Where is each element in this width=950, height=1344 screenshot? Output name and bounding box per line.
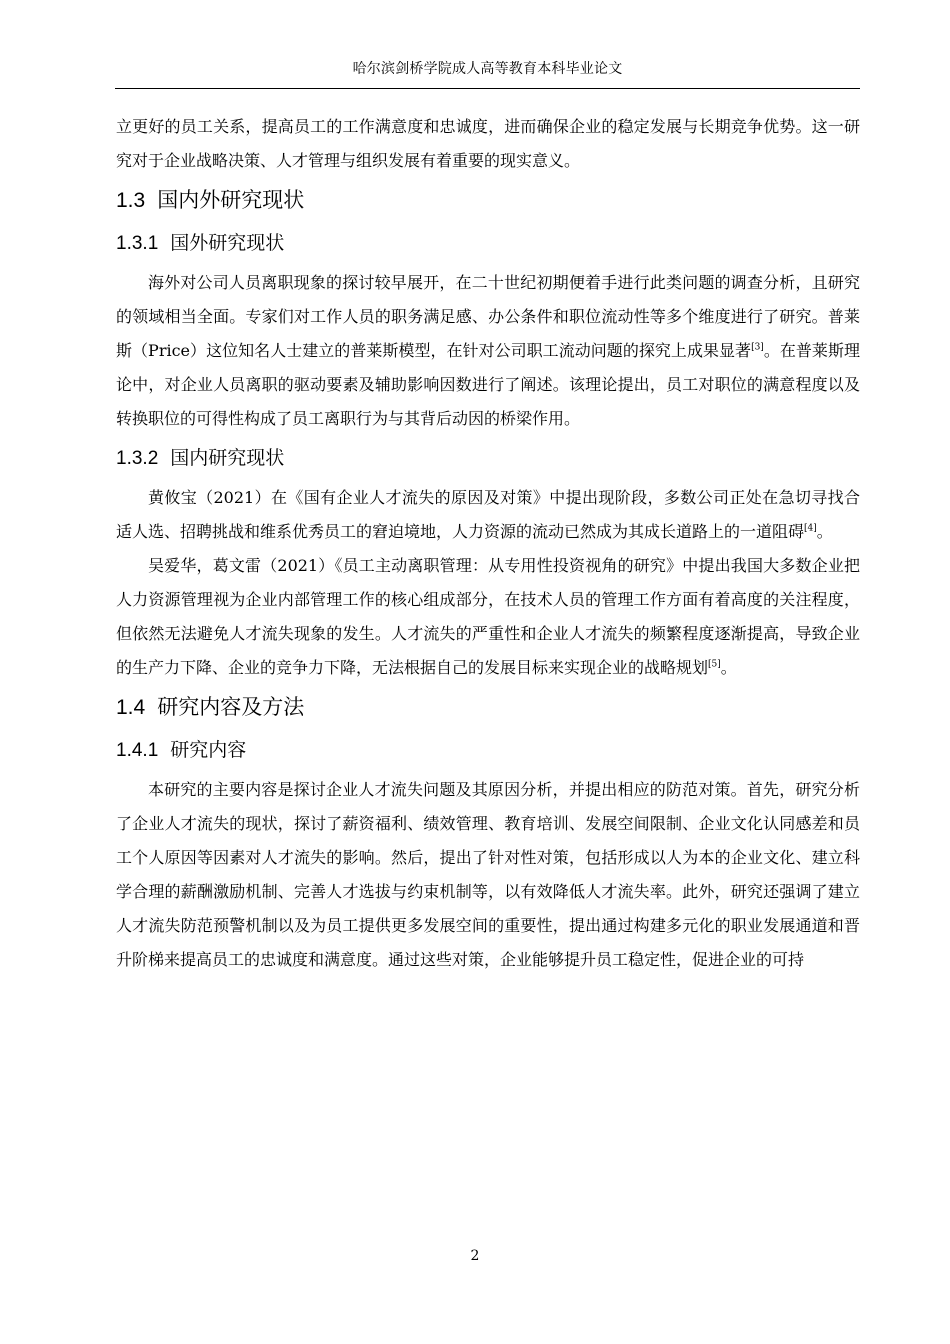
section-number: 1.4.1	[116, 740, 159, 761]
page-number: 2	[470, 1248, 480, 1264]
paragraph-text-tail: 。	[720, 658, 737, 677]
section-number: 1.4	[116, 696, 146, 719]
paragraph-domestic-research-1	[116, 481, 860, 549]
paragraph-text: 黄攸宝（2021）在《国有企业人才流失的原因及对策》中提出现阶段，多数公司正处在急切寻找合适人选、招聘挑战和维系优秀员工的窘迫境地，人力资源的流动已然成为其成长道路上的一道阻碍	[116, 488, 860, 541]
paragraph-research-content: 本研究的主要内容是探讨企业人才流失问题及其原因分析，并提出相应的防范对策。首先，研究分析了企业人才流失的现状，探讨了薪资福利、绩效管理、教育培训、发展空间限制、企业文化认同感差和员工个人原因等因素对人才流失的影响。然后，提出了针对性对策，包括形成以人为本的企业文化、建立科学合理的薪酬激励机制、完善人才选拔与约束机制等，以有效降低人才流失率。此外，研究还强调了建立人才流失防范预警机制以及为员工提供更多发展空间的重要性，提出通过构建多元化的职业发展通道和晋升阶梯来提高员工的忠诚度和满意度。通过这些对策，企业能够提升员工稳定性，促进企业的可持	[116, 780, 860, 969]
section-number: 1.3.2	[116, 448, 159, 469]
section-heading-1-4-1	[116, 730, 860, 771]
paragraph-text-tail: 。	[816, 522, 833, 541]
section-title: 国外研究现状	[170, 232, 285, 254]
paragraph-text: 海外对公司人员离职现象的探讨较早展开，在二十世纪初期便着手进行此类问题的调查分析，且研究的领域相当全面。专家们对工作人员的职务满足感、办公条件和职位流动性等多个维度进行了研究。普莱斯（Price）这位知名人士建立的普莱斯模型，在针对公司职工流动问题的探究上成果显著	[116, 273, 860, 360]
paragraph-text: 吴爱华，葛文雷（2021）《员工主动离职管理：从专用性投资视角的研究》中提出我国大多数企业把人力资源管理视为企业内部管理工作的核心组成部分，在技术人员的管理工作方面有着高度的关注程度，但依然无法避免人才流失现象的发生。人才流失的严重性和企业人才流失的频繁程度逐渐提高，导致企业的生产力下降、企业的竞争力下降，无法根据自己的发展目标来实现企业的战略规划	[116, 556, 860, 677]
citation-3: [3]	[751, 342, 764, 353]
paragraph-text-tail: 。在普莱斯理论中，对企业人员离职的驱动要素及辅助影响因数进行了阐述。该理论提出，员工对职位的满意程度以及转换职位的可得性构成了员工离职行为与其背后动因的桥梁作用。	[116, 341, 860, 428]
paragraph-domestic-research-2	[116, 549, 860, 685]
section-title: 研究内容	[170, 739, 247, 761]
section-heading-1-3	[116, 180, 860, 221]
section-title: 国内外研究现状	[157, 188, 305, 212]
page-body	[116, 110, 860, 977]
section-title: 研究内容及方法	[157, 695, 305, 719]
header-divider	[115, 88, 860, 89]
section-heading-1-3-2	[116, 438, 860, 479]
paragraph-foreign-research	[116, 266, 860, 436]
citation-5: [5]	[708, 659, 721, 670]
paragraph-intro: 立更好的员工关系，提高员工的工作满意度和忠诚度，进而确保企业的稳定发展与长期竞争优势。这一研究对于企业战略决策、人才管理与组织发展有着重要的现实意义。	[116, 117, 860, 170]
section-heading-1-4	[116, 687, 860, 728]
section-number: 1.3.1	[116, 233, 159, 254]
section-title: 国内研究现状	[170, 447, 285, 469]
section-number: 1.3	[116, 189, 146, 212]
citation-4: [4]	[804, 523, 817, 534]
running-header: 哈尔滨剑桥学院成人高等教育本科毕业论文	[352, 61, 623, 77]
section-heading-1-3-1	[116, 223, 860, 264]
